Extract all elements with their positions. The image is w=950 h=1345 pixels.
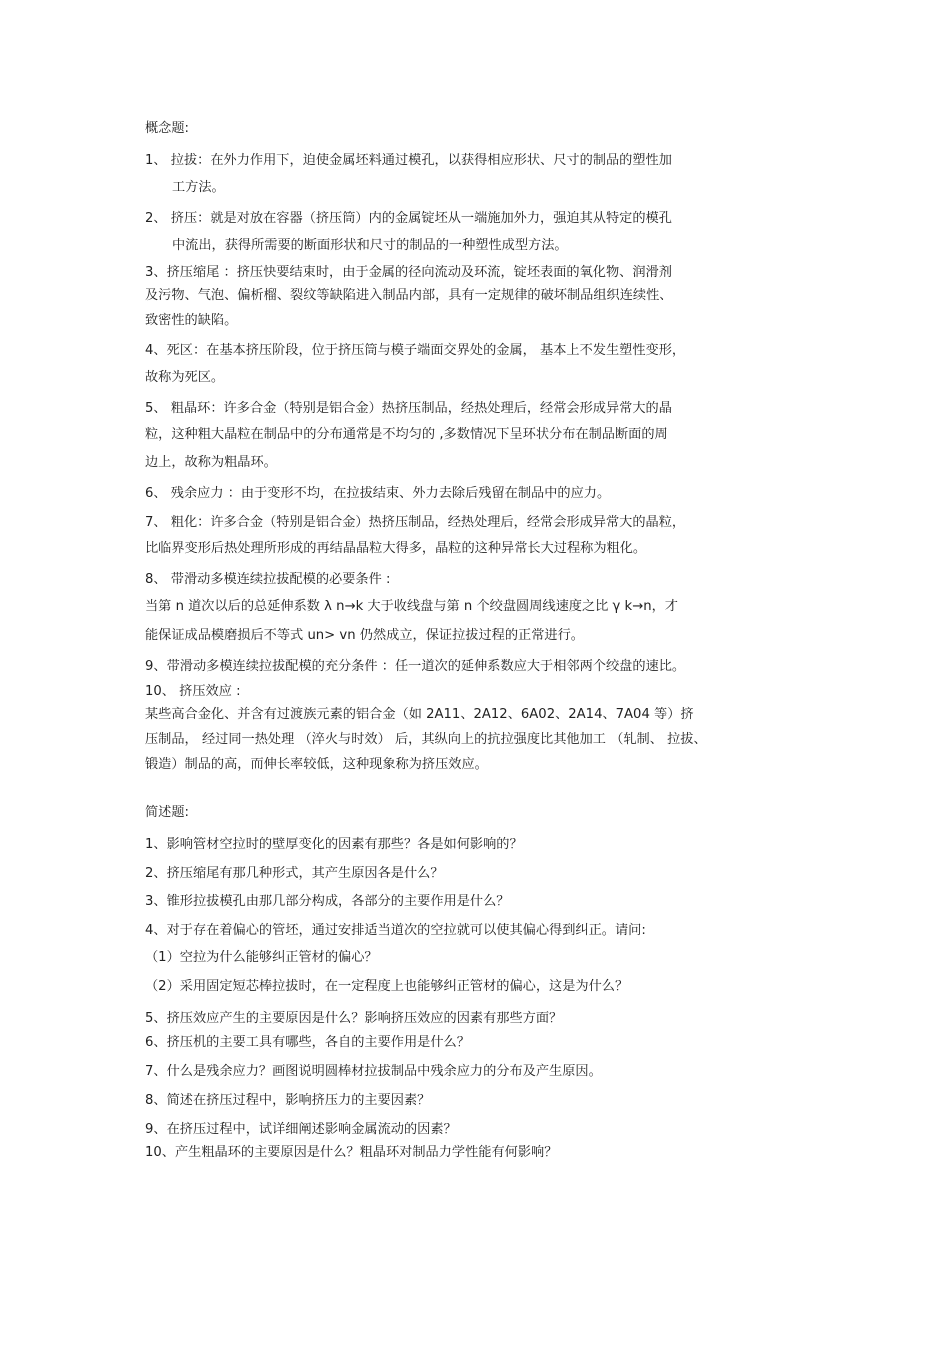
question-item: 2、挤压缩尾有那几种形式，其产生原因各是什么？ [145, 866, 444, 881]
concept-item-line: 工方法。 [172, 180, 225, 195]
question-item: 5、挤压效应产生的主要原因是什么？影响挤压效应的因素有那些方面？ [145, 1011, 563, 1026]
concept-item-line: 2、 挤压：就是对放在容器（挤压筒）内的金属锭坯从一端施加外力，强迫其从特定的模孔 [145, 211, 672, 226]
question-item: 10、产生粗晶环的主要原因是什么？粗晶环对制品力学性能有何影响？ [145, 1145, 558, 1160]
concept-item-line: 及污物、气泡、偏析榴、裂纹等缺陷进入制品内部，具有一定规律的破坏制品组织连续性、 [145, 288, 673, 303]
concept-item-line: 9、带滑动多模连续拉拔配模的充分条件 ：任一道次的延伸系数应大于相邻两个绞盘的速比。 [145, 659, 686, 674]
question-item: （2）采用固定短芯棒拉拔时，在一定程度上也能够纠正管材的偏心，这是为什么？ [145, 979, 629, 994]
concept-item-line: 边上，故称为粗晶环。 [145, 455, 277, 470]
concept-item-line: 7、 粗化：许多合金（特别是铝合金）热挤压制品，经热处理后，经常会形成异常大的晶粒， [145, 515, 686, 530]
concept-item-line: 比临界变形后热处理所形成的再结晶晶粒大得多，晶粒的这种异常长大过程称为粗化。 [145, 541, 647, 556]
concept-item-line: 某些高合金化、并含有过渡族元素的铝合金（如 2A11、2A12、6A02、2A14、7A04 等）挤 [145, 707, 694, 722]
concept-item-line: 致密性的缺陷。 [145, 313, 238, 328]
concept-item-line: 粒，这种粗大晶粒在制品中的分布通常是不均匀的 ,多数情况下呈环状分布在制品断面的周 [145, 427, 668, 442]
concept-item-line: 4、死区：在基本挤压阶段，位于挤压筒与模子端面交界处的金属， 基本上不发生塑性变形， [145, 343, 686, 358]
concept-item-line: 3、挤压缩尾 ：挤压快要结束时，由于金属的径向流动及环流，锭坯表面的氧化物、润滑剂 [145, 265, 672, 280]
concept-heading: 概念题: [145, 121, 190, 136]
concept-item-line: 当第 n 道次以后的总延伸系数 λ n→k 大于收线盘与第 n 个绞盘圆周线速度之比 γ k→n，才 [145, 599, 678, 614]
concept-item-line: 5、 粗晶环：许多合金（特别是铝合金）热挤压制品，经热处理后，经常会形成异常大的晶 [145, 401, 672, 416]
question-item: （1）空拉为什么能够纠正管材的偏心？ [145, 950, 378, 965]
question-item: 9、在挤压过程中，试详细阐述影响金属流动的因素？ [145, 1122, 457, 1137]
concept-item-line: 能保证成品模磨损后不等式 un> vn 仍然成立，保证拉拔过程的正常进行。 [145, 628, 584, 643]
question-item: 3、锥形拉拔模孔由那几部分构成，各部分的主要作用是什么？ [145, 894, 510, 909]
short-answer-heading: 简述题: [145, 805, 190, 820]
concept-item-line: 压制品， 经过同一热处理 （淬火与时效） 后，其纵向上的抗拉强度比其他加工 （轧制、 拉拔、 [145, 732, 707, 747]
concept-item-line: 故称为死区。 [145, 370, 225, 385]
question-item: 1、影响管材空拉时的壁厚变化的因素有那些？各是如何影响的？ [145, 837, 523, 852]
concept-item-line: 1、 拉拔：在外力作用下，迫使金属坯料通过模孔，以获得相应形状、尺寸的制品的塑性加 [145, 153, 672, 168]
concept-item-line: 10、 挤压效应 : [145, 684, 241, 699]
question-item: 4、对于存在着偏心的管坯，通过安排适当道次的空拉就可以使其偏心得到纠正。请问: [145, 923, 646, 938]
concept-item-line: 6、 残余应力 ：由于变形不均，在拉拔结束、外力去除后残留在制品中的应力。 [145, 486, 611, 501]
question-item: 7、什么是残余应力？画图说明圆棒材拉拔制品中残余应力的分布及产生原因。 [145, 1064, 602, 1079]
concept-item-line: 锻造）制品的高，而伸长率较低，这种现象称为挤压效应。 [145, 757, 488, 772]
concept-item-line: 8、 带滑动多模连续拉拔配模的必要条件 : [145, 572, 391, 587]
concept-item-line: 中流出，获得所需要的断面形状和尺寸的制品的一种塑性成型方法。 [172, 238, 568, 253]
question-item: 8、简述在挤压过程中，影响挤压力的主要因素？ [145, 1093, 431, 1108]
question-item: 6、挤压机的主要工具有哪些，各自的主要作用是什么？ [145, 1035, 470, 1050]
